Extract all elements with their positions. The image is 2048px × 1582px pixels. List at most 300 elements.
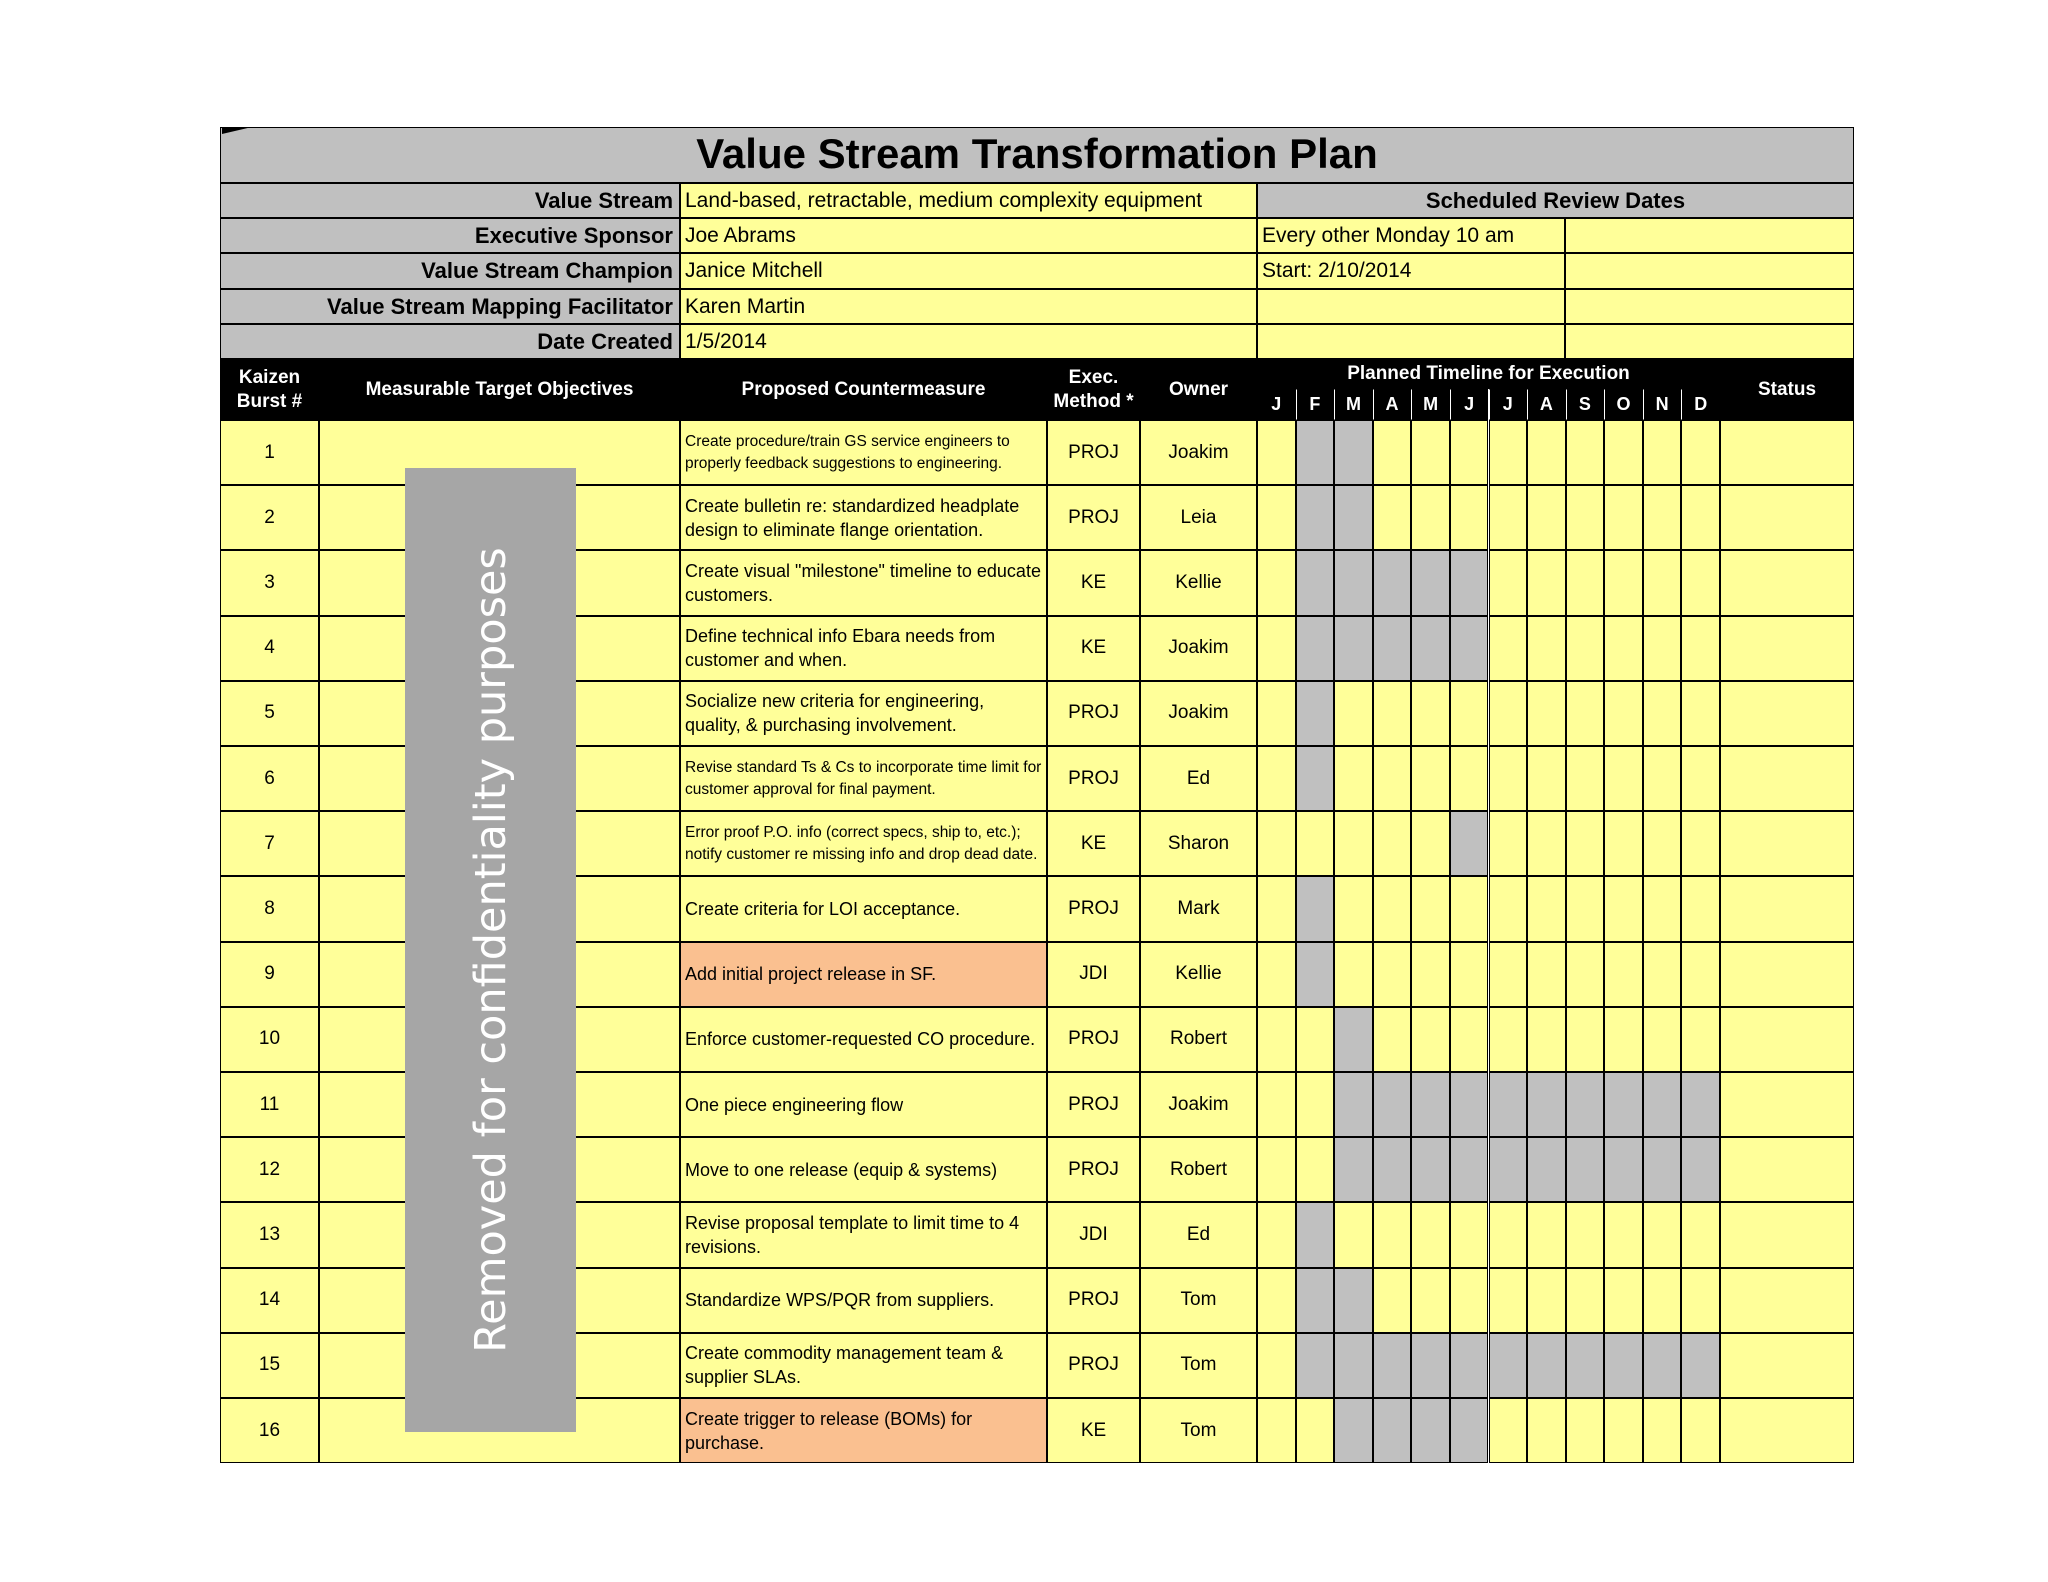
header-timeline: Planned Timeline for Execution — [1257, 359, 1720, 389]
timeline-cell — [1489, 1398, 1528, 1463]
kaizen-burst-number: 7 — [220, 811, 319, 876]
timeline-cell — [1334, 876, 1373, 941]
timeline-cell-scheduled — [1489, 1333, 1528, 1398]
kaizen-burst-number: 2 — [220, 485, 319, 550]
month-header-11: N — [1643, 389, 1682, 420]
status-cell — [1720, 1137, 1854, 1202]
timeline-cell — [1604, 942, 1643, 1007]
timeline-cell — [1527, 616, 1566, 681]
timeline-cell — [1566, 1007, 1605, 1072]
timeline-cell-scheduled — [1411, 1333, 1450, 1398]
facilitator-label: Value Stream Mapping Facilitator — [220, 289, 680, 324]
timeline-cell — [1334, 811, 1373, 876]
timeline-cell — [1257, 1268, 1296, 1333]
exec-method-cell: KE — [1047, 550, 1140, 615]
month-header-4: A — [1373, 389, 1412, 420]
month-header-6: J — [1450, 389, 1489, 420]
timeline-cell-scheduled — [1334, 1268, 1373, 1333]
timeline-cell-scheduled — [1296, 746, 1335, 811]
timeline-cell-scheduled — [1296, 1268, 1335, 1333]
timeline-cell — [1681, 485, 1720, 550]
timeline-cell — [1527, 681, 1566, 746]
owner-cell: Joakim — [1140, 616, 1257, 681]
countermeasure-cell: Add initial project release in SF. — [680, 942, 1047, 1007]
status-cell — [1720, 1072, 1854, 1137]
header-exec-method: Exec. Method * — [1047, 359, 1140, 420]
timeline-cell — [1334, 1202, 1373, 1267]
status-cell — [1720, 681, 1854, 746]
timeline-cell-scheduled — [1527, 1333, 1566, 1398]
timeline-cell — [1681, 942, 1720, 1007]
timeline-cell — [1411, 876, 1450, 941]
kaizen-burst-number: 13 — [220, 1202, 319, 1267]
confidentiality-text: Removed for confidentiality purposes — [465, 547, 516, 1353]
timeline-cell — [1373, 876, 1412, 941]
timeline-cell — [1643, 1268, 1682, 1333]
timeline-cell-scheduled — [1566, 1333, 1605, 1398]
timeline-cell-scheduled — [1681, 1333, 1720, 1398]
timeline-cell — [1643, 876, 1682, 941]
timeline-cell-scheduled — [1373, 616, 1412, 681]
timeline-cell — [1566, 746, 1605, 811]
timeline-cell — [1527, 550, 1566, 615]
status-cell — [1720, 420, 1854, 485]
timeline-cell-scheduled — [1411, 550, 1450, 615]
timeline-cell — [1643, 746, 1682, 811]
timeline-cell — [1681, 1007, 1720, 1072]
timeline-cell — [1489, 1007, 1528, 1072]
timeline-cell — [1604, 1398, 1643, 1463]
date-created-label: Date Created — [220, 324, 680, 359]
owner-cell: Robert — [1140, 1007, 1257, 1072]
timeline-cell — [1604, 1007, 1643, 1072]
timeline-cell-scheduled — [1450, 616, 1489, 681]
timeline-cell — [1566, 681, 1605, 746]
status-cell — [1720, 616, 1854, 681]
timeline-cell — [1257, 1137, 1296, 1202]
timeline-cell-scheduled — [1643, 1333, 1682, 1398]
header-objectives: Measurable Target Objectives — [319, 359, 680, 420]
timeline-cell — [1681, 616, 1720, 681]
timeline-cell — [1604, 420, 1643, 485]
timeline-cell — [1604, 485, 1643, 550]
timeline-cell-scheduled — [1450, 811, 1489, 876]
timeline-cell — [1334, 746, 1373, 811]
timeline-cell — [1566, 1202, 1605, 1267]
owner-cell: Kellie — [1140, 942, 1257, 1007]
sheet-title: Value Stream Transformation Plan — [220, 127, 1854, 183]
timeline-cell — [1373, 1007, 1412, 1072]
timeline-cell-scheduled — [1566, 1072, 1605, 1137]
timeline-cell-scheduled — [1296, 1202, 1335, 1267]
status-cell — [1720, 1268, 1854, 1333]
timeline-cell-scheduled — [1334, 1072, 1373, 1137]
timeline-cell-scheduled — [1450, 1072, 1489, 1137]
owner-cell: Tom — [1140, 1398, 1257, 1463]
review-date-2b — [1565, 253, 1854, 289]
timeline-cell — [1643, 1398, 1682, 1463]
timeline-cell-scheduled — [1334, 1137, 1373, 1202]
timeline-cell — [1373, 485, 1412, 550]
timeline-cell-scheduled — [1527, 1072, 1566, 1137]
timeline-cell — [1257, 1072, 1296, 1137]
timeline-cell-scheduled — [1450, 1398, 1489, 1463]
exec-method-cell: PROJ — [1047, 1333, 1140, 1398]
timeline-cell — [1334, 942, 1373, 1007]
countermeasure-cell: Create bulletin re: standardized headplate design to eliminate flange orientation. — [680, 485, 1047, 550]
timeline-cell-scheduled — [1296, 942, 1335, 1007]
timeline-cell — [1527, 746, 1566, 811]
timeline-cell — [1489, 485, 1528, 550]
exec-method-cell: PROJ — [1047, 681, 1140, 746]
timeline-cell — [1566, 550, 1605, 615]
timeline-cell-scheduled — [1450, 550, 1489, 615]
timeline-cell — [1489, 1268, 1528, 1333]
exec-method-cell: KE — [1047, 1398, 1140, 1463]
header-kaizen-burst: Kaizen Burst # — [220, 359, 319, 420]
exec-method-cell: KE — [1047, 616, 1140, 681]
timeline-cell — [1489, 811, 1528, 876]
timeline-cell — [1643, 485, 1682, 550]
timeline-cell — [1411, 1202, 1450, 1267]
owner-cell: Tom — [1140, 1268, 1257, 1333]
timeline-cell — [1527, 811, 1566, 876]
timeline-cell — [1604, 746, 1643, 811]
timeline-cell — [1373, 420, 1412, 485]
exec-method-cell: PROJ — [1047, 1137, 1140, 1202]
timeline-cell — [1257, 942, 1296, 1007]
timeline-cell — [1411, 681, 1450, 746]
timeline-cell — [1450, 746, 1489, 811]
timeline-cell — [1257, 1398, 1296, 1463]
timeline-cell — [1257, 550, 1296, 615]
timeline-cell-scheduled — [1334, 1007, 1373, 1072]
month-header-12: D — [1681, 389, 1720, 420]
facilitator-value: Karen Martin — [680, 289, 1257, 324]
kaizen-burst-number: 15 — [220, 1333, 319, 1398]
timeline-cell — [1411, 942, 1450, 1007]
exec-method-cell: PROJ — [1047, 420, 1140, 485]
review-date-1: Every other Monday 10 am — [1257, 218, 1565, 253]
owner-cell: Kellie — [1140, 550, 1257, 615]
value-stream-value: Land-based, retractable, medium complexity equipment — [680, 183, 1257, 218]
timeline-cell — [1257, 746, 1296, 811]
owner-cell: Joakim — [1140, 420, 1257, 485]
timeline-cell — [1566, 811, 1605, 876]
timeline-cell — [1527, 1398, 1566, 1463]
timeline-cell — [1257, 1202, 1296, 1267]
champion-label: Value Stream Champion — [220, 253, 680, 289]
owner-cell: Joakim — [1140, 1072, 1257, 1137]
timeline-cell-scheduled — [1604, 1072, 1643, 1137]
comment-corner-marker — [222, 127, 252, 134]
timeline-cell-scheduled — [1296, 550, 1335, 615]
timeline-cell — [1450, 942, 1489, 1007]
timeline-cell — [1489, 942, 1528, 1007]
countermeasure-cell: One piece engineering flow — [680, 1072, 1047, 1137]
review-date-3b — [1565, 289, 1854, 324]
exec-method-cell: JDI — [1047, 942, 1140, 1007]
countermeasure-cell: Define technical info Ebara needs from customer and when. — [680, 616, 1047, 681]
timeline-cell-scheduled — [1334, 485, 1373, 550]
timeline-cell — [1411, 420, 1450, 485]
kaizen-burst-number: 10 — [220, 1007, 319, 1072]
timeline-cell-scheduled — [1681, 1072, 1720, 1137]
timeline-cell-scheduled — [1489, 1137, 1528, 1202]
countermeasure-cell: Create commodity management team & supplier SLAs. — [680, 1333, 1047, 1398]
timeline-cell — [1566, 942, 1605, 1007]
owner-cell: Tom — [1140, 1333, 1257, 1398]
timeline-cell — [1296, 1072, 1335, 1137]
timeline-cell — [1681, 681, 1720, 746]
month-header-2: F — [1296, 389, 1335, 420]
kaizen-burst-number: 4 — [220, 616, 319, 681]
timeline-cell — [1604, 1268, 1643, 1333]
timeline-cell — [1450, 681, 1489, 746]
timeline-cell — [1450, 1007, 1489, 1072]
review-date-1b — [1565, 218, 1854, 253]
month-header-5: M — [1411, 389, 1450, 420]
timeline-cell — [1257, 485, 1296, 550]
status-cell — [1720, 1202, 1854, 1267]
timeline-cell-scheduled — [1296, 681, 1335, 746]
timeline-cell — [1681, 746, 1720, 811]
header-status: Status — [1720, 359, 1854, 420]
timeline-cell-scheduled — [1527, 1137, 1566, 1202]
timeline-cell — [1257, 1007, 1296, 1072]
timeline-cell — [1411, 811, 1450, 876]
timeline-cell — [1566, 485, 1605, 550]
kaizen-burst-number: 9 — [220, 942, 319, 1007]
timeline-cell-scheduled — [1411, 1072, 1450, 1137]
timeline-cell-scheduled — [1373, 550, 1412, 615]
timeline-cell — [1450, 1268, 1489, 1333]
timeline-cell-scheduled — [1643, 1072, 1682, 1137]
timeline-cell — [1566, 1268, 1605, 1333]
timeline-cell-scheduled — [1450, 1137, 1489, 1202]
header-countermeasure: Proposed Countermeasure — [680, 359, 1047, 420]
timeline-cell — [1489, 550, 1528, 615]
timeline-cell — [1566, 876, 1605, 941]
exec-method-cell: PROJ — [1047, 485, 1140, 550]
timeline-cell-scheduled — [1411, 1398, 1450, 1463]
timeline-cell — [1411, 485, 1450, 550]
countermeasure-cell: Create criteria for LOI acceptance. — [680, 876, 1047, 941]
timeline-cell — [1450, 1202, 1489, 1267]
owner-cell: Joakim — [1140, 681, 1257, 746]
month-header-1: J — [1257, 389, 1296, 420]
exec-method-cell: PROJ — [1047, 746, 1140, 811]
countermeasure-cell: Enforce customer-requested CO procedure. — [680, 1007, 1047, 1072]
timeline-cell-scheduled — [1334, 550, 1373, 615]
review-date-4b — [1565, 324, 1854, 359]
timeline-cell — [1257, 420, 1296, 485]
timeline-cell — [1373, 746, 1412, 811]
confidentiality-redaction-box — [405, 468, 576, 1432]
timeline-cell — [1566, 1398, 1605, 1463]
exec-method-cell: PROJ — [1047, 1268, 1140, 1333]
status-cell — [1720, 550, 1854, 615]
countermeasure-cell: Create visual "milestone" timeline to educate customers. — [680, 550, 1047, 615]
timeline-cell — [1604, 681, 1643, 746]
timeline-cell — [1489, 1202, 1528, 1267]
timeline-cell — [1604, 876, 1643, 941]
countermeasure-cell: Standardize WPS/PQR from suppliers. — [680, 1268, 1047, 1333]
timeline-cell — [1643, 942, 1682, 1007]
timeline-cell — [1489, 746, 1528, 811]
timeline-cell-scheduled — [1373, 1072, 1412, 1137]
status-cell — [1720, 1398, 1854, 1463]
review-date-3 — [1257, 289, 1565, 324]
timeline-cell — [1681, 876, 1720, 941]
kaizen-burst-number: 11 — [220, 1072, 319, 1137]
timeline-cell — [1257, 616, 1296, 681]
timeline-cell — [1527, 1202, 1566, 1267]
timeline-cell-scheduled — [1334, 420, 1373, 485]
timeline-cell — [1450, 420, 1489, 485]
status-cell — [1720, 942, 1854, 1007]
exec-method-cell: PROJ — [1047, 1072, 1140, 1137]
timeline-cell — [1643, 1007, 1682, 1072]
owner-cell: Ed — [1140, 746, 1257, 811]
owner-cell: Robert — [1140, 1137, 1257, 1202]
timeline-cell-scheduled — [1296, 616, 1335, 681]
timeline-cell — [1681, 1398, 1720, 1463]
timeline-cell — [1604, 616, 1643, 681]
timeline-cell — [1643, 616, 1682, 681]
timeline-cell-scheduled — [1296, 876, 1335, 941]
timeline-cell — [1257, 681, 1296, 746]
timeline-cell — [1257, 1333, 1296, 1398]
timeline-cell — [1373, 681, 1412, 746]
status-cell — [1720, 811, 1854, 876]
timeline-cell — [1643, 681, 1682, 746]
timeline-cell-scheduled — [1681, 1137, 1720, 1202]
timeline-cell — [1527, 876, 1566, 941]
timeline-cell — [1643, 1202, 1682, 1267]
timeline-cell — [1527, 1268, 1566, 1333]
status-cell — [1720, 1333, 1854, 1398]
timeline-cell-scheduled — [1334, 1398, 1373, 1463]
executive-sponsor-label: Executive Sponsor — [220, 218, 680, 253]
timeline-cell — [1604, 811, 1643, 876]
countermeasure-cell: Move to one release (equip & systems) — [680, 1137, 1047, 1202]
owner-cell: Ed — [1140, 1202, 1257, 1267]
timeline-cell-scheduled — [1604, 1137, 1643, 1202]
timeline-cell-scheduled — [1566, 1137, 1605, 1202]
timeline-cell — [1681, 811, 1720, 876]
owner-cell: Sharon — [1140, 811, 1257, 876]
timeline-cell — [1527, 942, 1566, 1007]
timeline-cell-scheduled — [1334, 1333, 1373, 1398]
timeline-cell — [1411, 1007, 1450, 1072]
countermeasure-cell: Error proof P.O. info (correct specs, ship to, etc.); notify customer re missing info and drop dead date. — [680, 811, 1047, 876]
status-cell — [1720, 876, 1854, 941]
timeline-cell — [1450, 485, 1489, 550]
timeline-cell — [1489, 420, 1528, 485]
timeline-cell — [1681, 550, 1720, 615]
timeline-cell — [1643, 811, 1682, 876]
exec-method-cell: KE — [1047, 811, 1140, 876]
exec-method-cell: PROJ — [1047, 876, 1140, 941]
date-created-value: 1/5/2014 — [680, 324, 1257, 359]
timeline-cell — [1373, 1202, 1412, 1267]
review-date-2: Start: 2/10/2014 — [1257, 253, 1565, 289]
timeline-cell — [1527, 1007, 1566, 1072]
timeline-cell — [1296, 1007, 1335, 1072]
timeline-cell — [1411, 746, 1450, 811]
countermeasure-cell: Revise proposal template to limit time to 4 revisions. — [680, 1202, 1047, 1267]
timeline-cell — [1489, 876, 1528, 941]
kaizen-burst-number: 5 — [220, 681, 319, 746]
timeline-cell-scheduled — [1373, 1333, 1412, 1398]
month-header-9: S — [1566, 389, 1605, 420]
kaizen-burst-number: 16 — [220, 1398, 319, 1463]
value-stream-label: Value Stream — [220, 183, 680, 218]
timeline-cell — [1373, 811, 1412, 876]
timeline-cell — [1257, 876, 1296, 941]
exec-method-cell: JDI — [1047, 1202, 1140, 1267]
timeline-cell-scheduled — [1296, 485, 1335, 550]
timeline-cell — [1296, 1137, 1335, 1202]
timeline-cell — [1604, 1202, 1643, 1267]
timeline-cell — [1373, 1268, 1412, 1333]
kaizen-burst-number: 1 — [220, 420, 319, 485]
header-owner: Owner — [1140, 359, 1257, 420]
month-header-10: O — [1604, 389, 1643, 420]
timeline-cell — [1643, 550, 1682, 615]
timeline-cell — [1527, 420, 1566, 485]
timeline-cell-scheduled — [1296, 420, 1335, 485]
timeline-cell — [1604, 550, 1643, 615]
status-cell — [1720, 746, 1854, 811]
review-date-4 — [1257, 324, 1565, 359]
timeline-cell — [1257, 811, 1296, 876]
exec-method-cell: PROJ — [1047, 1007, 1140, 1072]
champion-value: Janice Mitchell — [680, 253, 1257, 289]
month-header-3: M — [1334, 389, 1373, 420]
owner-cell: Mark — [1140, 876, 1257, 941]
timeline-cell — [1681, 1268, 1720, 1333]
timeline-cell — [1566, 616, 1605, 681]
timeline-cell-scheduled — [1643, 1137, 1682, 1202]
timeline-cell — [1450, 876, 1489, 941]
timeline-cell-scheduled — [1373, 1398, 1412, 1463]
timeline-cell — [1681, 420, 1720, 485]
owner-cell: Leia — [1140, 485, 1257, 550]
status-cell — [1720, 1007, 1854, 1072]
timeline-cell-scheduled — [1411, 616, 1450, 681]
month-header-8: A — [1527, 389, 1566, 420]
kaizen-burst-number: 6 — [220, 746, 319, 811]
timeline-cell — [1411, 1268, 1450, 1333]
timeline-cell — [1334, 681, 1373, 746]
timeline-cell — [1681, 1202, 1720, 1267]
countermeasure-cell: Socialize new criteria for engineering, quality, & purchasing involvement. — [680, 681, 1047, 746]
timeline-cell-scheduled — [1373, 1137, 1412, 1202]
kaizen-burst-number: 12 — [220, 1137, 319, 1202]
timeline-cell — [1566, 420, 1605, 485]
scheduled-review-header: Scheduled Review Dates — [1257, 183, 1854, 218]
timeline-cell-scheduled — [1334, 616, 1373, 681]
timeline-cell — [1643, 420, 1682, 485]
timeline-cell — [1527, 485, 1566, 550]
kaizen-burst-number: 3 — [220, 550, 319, 615]
timeline-cell-scheduled — [1489, 1072, 1528, 1137]
timeline-cell — [1296, 1398, 1335, 1463]
timeline-cell-scheduled — [1604, 1333, 1643, 1398]
timeline-cell — [1373, 942, 1412, 1007]
